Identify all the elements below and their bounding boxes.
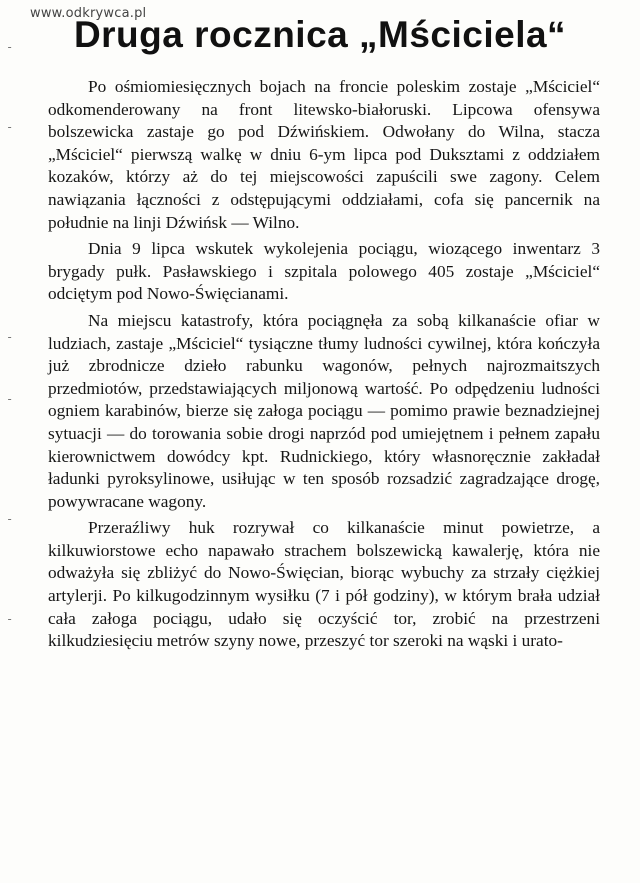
- article-paragraph: Dnia 9 lipca wskutek wykolejenia pociągu, wiozącego inwentarz 3 brygady pułk. Pasławskiego i szpitala polowego 405 zostaje „Mściciel“ odciętym pod Nowo-Święcianami.: [48, 239, 600, 304]
- margin-mark: -: [6, 612, 14, 626]
- margin-mark: -: [6, 40, 14, 54]
- article-paragraph: Po ośmiomiesięcznych bojach na froncie poleskim zostaje „Mściciel“ odkomenderowany na front litewsko-białoruski. Lipcowa ofensywa bolszewicka zastaje go pod Dźwińskiem. Odwołany do Wilna, stacza „Mściciel“ pierwszą walkę w dniu 6-ym lipca pod Duksztami z oddziałem kozaków, którzy aż do tej miejscowości zapuścili swe zagony. Celem nawiązania łączności z odstępującymi oddziałami, cofa się pancernik na południe na linji Dźwińsk — Wilno.: [48, 77, 600, 232]
- article-title: Druga rocznica „Mściciela“: [73, 14, 567, 55]
- margin-mark: -: [6, 512, 14, 526]
- margin-mark: -: [6, 392, 14, 406]
- article-body: [48, 76, 600, 657]
- margin-mark: -: [6, 330, 14, 344]
- margin-mark: -: [6, 120, 14, 134]
- article-paragraph: Na miejscu katastrofy, która pociągnęła za sobą kilkanaście ofiar w ludziach, zastaje „Mściciel“ tysiączne tłumy ludności cywilnej, która kończyła już zbrodnicze dzieło rabunku wagonów, pełnych najrozmaitszych przedmiotów, przedstawiających miljonową wartość. Po odpędzeniu ludności ogniem karabinów, bierze się załoga pociągu — pomimo prawie beznadziejnej sytuacji — do torowania sobie drogi naprzód pod umiejętnem i pełnem zapału kierownictwem dowódcy kpt. Rudnickiego, który własnoręcznie zakładał ładunki pyroksylinowe, usiłując w ten sposób rozsadzić zagradzające drogę, powywracane wagony.: [48, 310, 600, 511]
- watermark: www.odkrywca.pl: [30, 6, 147, 21]
- article-paragraph: Przeraźliwy huk rozrywał co kilkanaście minut powietrze, a kilkuwiorstowe echo napawało strachem bolszewicką kawalerję, która nie odważyła się zbliżyć do Nowo-Święcian, biorąc wybuchy za strzały ciężkiej artylerji. Po kilkugodzinnym wysiłku (7 i pół godziny), w którym brała udział cała załoga pociągu, udało się oczyścić tor, zrobić na przestrzeni kilkudziesięciu metrów szyny nowe, przeszyć tor szeroki na wąski i urato-: [48, 518, 600, 651]
